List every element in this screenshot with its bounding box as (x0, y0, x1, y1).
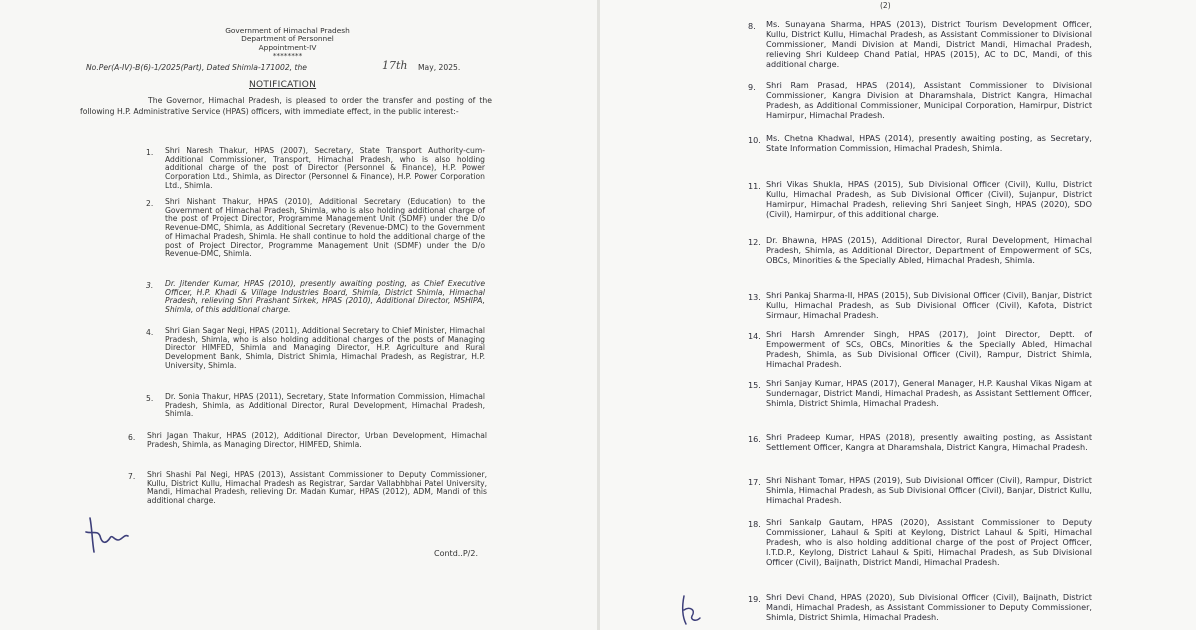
list-item: Shri Sanjay Kumar, HPAS (2017), General Manager, H.P. Kaushal Vikas Nigam at Sundernagar, District Mandi, Himachal Pradesh, as Assistant Settlement Officer, Shimla, District Shimla, Himachal Pradesh. (766, 378, 1092, 408)
list-item: Dr. Jitender Kumar, HPAS (2010), presently awaiting posting, as Chief Executive Officer, H.P. Khadi & Village Industries Board, Shimla, District Shimla, Himachal Pradesh, relieving Shri Prashant Sirkek, HPAS (2010), Additional Director, MSHIPA, Shimla, of this additional charge. (165, 279, 485, 315)
intro-text: The Governor, Himachal Pradesh, is pleased to order the transfer and posting of the following H.P. Administrative Service (HPAS) officers, with immediate effect, in the public interest:- (80, 96, 492, 116)
list-item: Shri Harsh Amrender Singh, HPAS (2017), Joint Director, Deptt. of Empowerment of SCs, OBCs, Minorities & the Specially Abled, Himachal Pradesh, Shimla, as Sub Divisional Officer (Civil), Rampur, District Shimla, Himachal Pradesh. (766, 329, 1092, 369)
reference-month: May, 2025. (418, 63, 461, 72)
item-number: 2. (146, 199, 154, 208)
list-item: Ms. Sunayana Sharma, HPAS (2013), District Tourism Development Officer, Kullu, District Kullu, Himachal Pradesh, as Assistant Commissioner to Divisional Commissioner, Mandi Division at Mandi, District Mandi, Himachal Pradesh, relieving Shri Kuldeep Chand Patial, HPAS (2015), AC to DC, Mandi, of this additional charge. (766, 19, 1092, 69)
list-item: Shri Vikas Shukla, HPAS (2015), Sub Divisional Officer (Civil), Kullu, District Kullu, Himachal Pradesh, as Sub Divisional Officer (Civil), Sujanpur, District Hamirpur, Himachal Pradesh, relieving Shri Sanjeet Singh, HPAS (2020), SDO (Civil), Hamirpur, of this additional charge. (766, 179, 1092, 219)
item-number: 12. (748, 237, 761, 247)
list-item: Shri Nishant Tomar, HPAS (2019), Sub Divisional Officer (Civil), Rampur, District Shimla, Himachal Pradesh, as Sub Divisional Officer (Civil), Banjar, District Kullu, Himachal Pradesh. (766, 475, 1092, 505)
item-number: 11. (748, 181, 761, 191)
item-number: 4. (146, 328, 154, 337)
item-number: 7. (128, 472, 136, 481)
list-item: Shri Naresh Thakur, HPAS (2007), Secretary, State Transport Authority-cum-Additional Commissioner, Transport, Himachal Pradesh, who is also holding additional charge of the post of Director (Personnel & Finance), H.P. Power Corporation Ltd., Shimla, as Director (Personnel & Finance), H.P. Power Corporation Ltd., Shimla. (165, 146, 485, 190)
list-item: Shri Devi Chand, HPAS (2020), Sub Divisional Officer (Civil), Baijnath, District Mandi, Himachal Pradesh, as Assistant Commissioner to Deputy Commissioner, Shimla, District Shimla, Himachal Pradesh. (766, 592, 1092, 622)
page-number: (2) (880, 1, 891, 10)
item-number: 14. (748, 331, 761, 341)
item-number: 1. (146, 148, 154, 157)
letterhead-line: Government of Himachal Pradesh (225, 26, 350, 35)
list-item: Shri Pankaj Sharma-II, HPAS (2015), Sub Divisional Officer (Civil), Banjar, District Kullu, Himachal Pradesh, as Sub Divisional Officer (Civil), Kafota, District Sirmaur, Himachal Pradesh. (766, 290, 1092, 320)
handwritten-date: 17th (382, 59, 408, 72)
list-item: Shri Nishant Thakur, HPAS (2010), Additional Secretary (Education) to the Government of Himachal Pradesh, Shimla, who is also holding additional charge of the post of Project Director, Programme Management Unit (SDMF) under the D/o Revenue-DMC, Shimla, as Additional Secretary (Revenue-DMC) to the Government of Himachal Pradesh, Shimla. He shall continue to hold the additional charge of the post of Project Director, Programme Management Unit (SDMF) under the D/o Revenue-DMC, Shimla. (165, 197, 485, 259)
list-item: Dr. Sonia Thakur, HPAS (2011), Secretary, State Information Commission, Himachal Pradesh, Shimla, as Additional Director, Rural Development, Himachal Pradesh, Shimla. (165, 392, 485, 419)
list-item: Shri Sankalp Gautam, HPAS (2020), Assistant Commissioner to Deputy Commissioner, Lahaul & Spiti at Keylong, District Lahaul & Spiti, Himachal Pradesh, who is also holding additional charge of the post of Project Officer, I.T.D.P., Keylong, District Lahaul & Spiti, Himachal Pradesh, as Sub Divisional Officer (Civil), Baijnath, District Mandi, Himachal Pradesh. (766, 517, 1092, 567)
list-item: Shri Pradeep Kumar, HPAS (2018), presently awaiting posting, as Assistant Settlement Officer, Kangra at Dharamshala, District Kangra, Himachal Pradesh. (766, 432, 1092, 452)
item-number: 17. (748, 477, 761, 487)
letterhead (200, 27, 375, 61)
letterhead-line: Department of Personnel (241, 34, 334, 44)
list-item: Ms. Chetna Khadwal, HPAS (2014), presently awaiting posting, as Secretary, State Information Commission, Himachal Pradesh, Shimla. (766, 133, 1092, 153)
item-number: 19. (748, 594, 761, 604)
item-number: 10. (748, 135, 761, 145)
item-number: 9. (748, 82, 756, 92)
item-number: 15. (748, 380, 761, 390)
list-item: Shri Gian Sagar Negi, HPAS (2011), Additional Secretary to Chief Minister, Himachal Pradesh, Shimla, who is also holding additional charges of the posts of Managing Director HIMFED, Shimla and Managing Director, H.P. Agriculture and Rural Development Bank, Shimla, District Shimla, Himachal Pradesh, as Registrar, H.P. University, Shimla. (165, 326, 485, 370)
list-item: Shri Jagan Thakur, HPAS (2012), Additional Director, Urban Development, Himachal Pradesh, Shimla, as Managing Director, HIMFED, Shimla. (147, 431, 487, 449)
notification-page-2 (600, 0, 1196, 630)
item-number: 16. (748, 434, 761, 444)
item-number: 13. (748, 292, 761, 302)
page-title: NOTIFICATION (249, 80, 317, 90)
continued-marker: Contd..P/2. (434, 549, 479, 558)
item-number: 6. (128, 433, 136, 442)
letterhead-line: ******** (272, 51, 303, 61)
item-number: 5. (146, 394, 154, 403)
item-number: 8. (748, 21, 756, 31)
signature-mark (670, 592, 710, 628)
list-item: Shri Shashi Pal Negi, HPAS (2013), Assistant Commissioner to Deputy Commissioner, Kullu, District Kullu, Himachal Pradesh as Registrar, Sardar Vallabhbhai Patel University, Mandi, Himachal Pradesh, relieving Dr. Madan Kumar, HPAS (2012), ADM, Mandi of this additional charge. (147, 470, 487, 506)
item-number: 3. (146, 281, 154, 290)
reference-number: No.Per(A-IV)-B(6)-1/2025(Part), Dated Shimla-171002, the (86, 63, 307, 72)
intro-paragraph (80, 96, 492, 118)
list-item: Dr. Bhawna, HPAS (2015), Additional Director, Rural Development, Himachal Pradesh, Shimla, as Additional Director, Department of Empowerment of SCs, OBCs, Minorities & the Specially Abled, Himachal Pradesh, Shimla. (766, 235, 1092, 265)
list-item: Shri Ram Prasad, HPAS (2014), Assistant Commissioner to Divisional Commissioner, Kangra Division at Dharamshala, District Kangra, Himachal Pradesh, as Additional Commissioner, Municipal Corporation, Hamirpur, District Hamirpur, Himachal Pradesh. (766, 80, 1092, 120)
letterhead-line: Appointment-IV (258, 42, 317, 52)
item-number: 18. (748, 519, 761, 529)
signature-mark (80, 510, 138, 558)
